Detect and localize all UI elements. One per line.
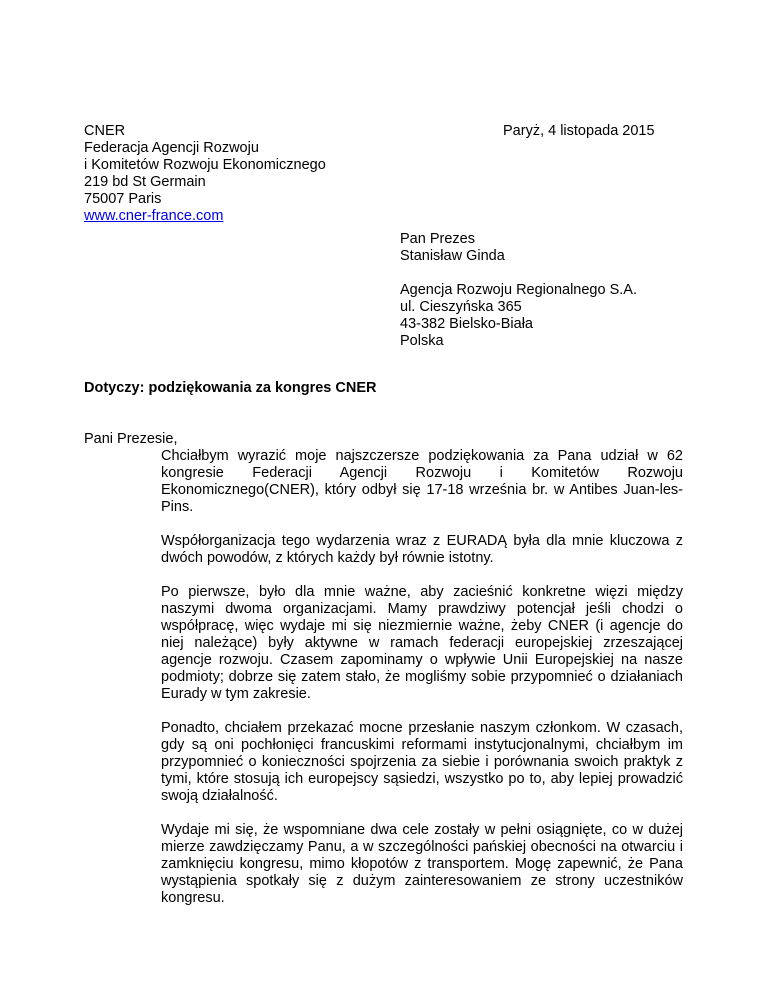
letter-subject: Dotyczy: podziękowania za kongres CNER bbox=[84, 380, 377, 396]
body-paragraph: Wydaje mi się, że wspomniane dwa cele zostały w pełni osiągnięte, co w dużej mierze zawdzięczamy Panu, a w szczególności pańskiej obecności na otwarciu i zamknięciu kongresu, mimo kłopotów z transportem. Mogę zapewnić, że Pana wystąpienia spotkały się z dużym zainteresowaniem ze strony uczestników kongresu. bbox=[161, 822, 683, 906]
recipient-city: 43-382 Bielsko-Biała bbox=[400, 316, 533, 332]
recipient-street: ul. Cieszyńska 365 bbox=[400, 299, 522, 315]
recipient-country: Polska bbox=[400, 333, 444, 349]
body-paragraph: Współorganizacja tego wydarzenia wraz z EURADĄ była dla mnie kluczowa z dwóch powodów, z których każdy był równie istotny. bbox=[161, 533, 683, 566]
body-paragraph: Po pierwsze, było dla mnie ważne, aby zacieśnić konkretne więzi między naszymi dwoma organizacjami. Mamy prawdziwy potencjał jeśli chodzi o współpracę, więc wydaje mi się niezmiernie ważne, żeby CNER (i agencje do niej należące) były aktywne w ramach federacji europejskiej zrzeszającej agencje rozwoju. Czasem zapominamy o wpływie Unii Europejskiej na nasze podmioty; dobrze się zatem stało, że mogliśmy sobie przypomnieć o działaniach Eurady w tym zakresie. bbox=[161, 584, 683, 702]
recipient-title: Pan Prezes bbox=[400, 231, 475, 247]
sender-website-link[interactable]: www.cner-france.com bbox=[84, 208, 224, 224]
body-paragraph: Chciałbym wyrazić moje najszczersze podziękowania za Pana udział w 62 kongresie Federacji Agencji Rozwoju i Komitetów Rozwoju Ekonomicznego(CNER), który odbył się 17-18 września br. w Antibes Juan-les-Pins. bbox=[161, 448, 683, 515]
sender-street: 219 bd St Germain bbox=[84, 174, 206, 190]
letter-greeting: Pani Prezesie, bbox=[84, 431, 178, 447]
recipient-address-block bbox=[400, 231, 637, 350]
sender-org-line-1: Federacja Agencji Rozwoju bbox=[84, 140, 259, 156]
recipient-spacer bbox=[400, 265, 637, 282]
letter-body bbox=[161, 448, 683, 924]
letter-date: Paryż, 4 listopada 2015 bbox=[503, 123, 655, 139]
body-paragraph: Ponadto, chciałem przekazać mocne przesłanie naszym członkom. W czasach, gdy są oni pochłonięci francuskimi reformami instytucjonalnymi, chciałbym im przypomnieć o konieczności spojrzenia za siebie i porównania swoich praktyk z tymi, które stosują ich europejscy sąsiedzi, wszystko po to, aby lepiej prowadzić swoją działalność. bbox=[161, 720, 683, 804]
sender-org-line-2: i Komitetów Rozwoju Ekonomicznego bbox=[84, 157, 326, 173]
recipient-company: Agencja Rozwoju Regionalnego S.A. bbox=[400, 282, 637, 298]
sender-city: 75007 Paris bbox=[84, 191, 162, 207]
sender-org-name: CNER bbox=[84, 123, 126, 139]
recipient-name: Stanisław Ginda bbox=[400, 248, 505, 264]
sender-address-block bbox=[84, 123, 326, 225]
